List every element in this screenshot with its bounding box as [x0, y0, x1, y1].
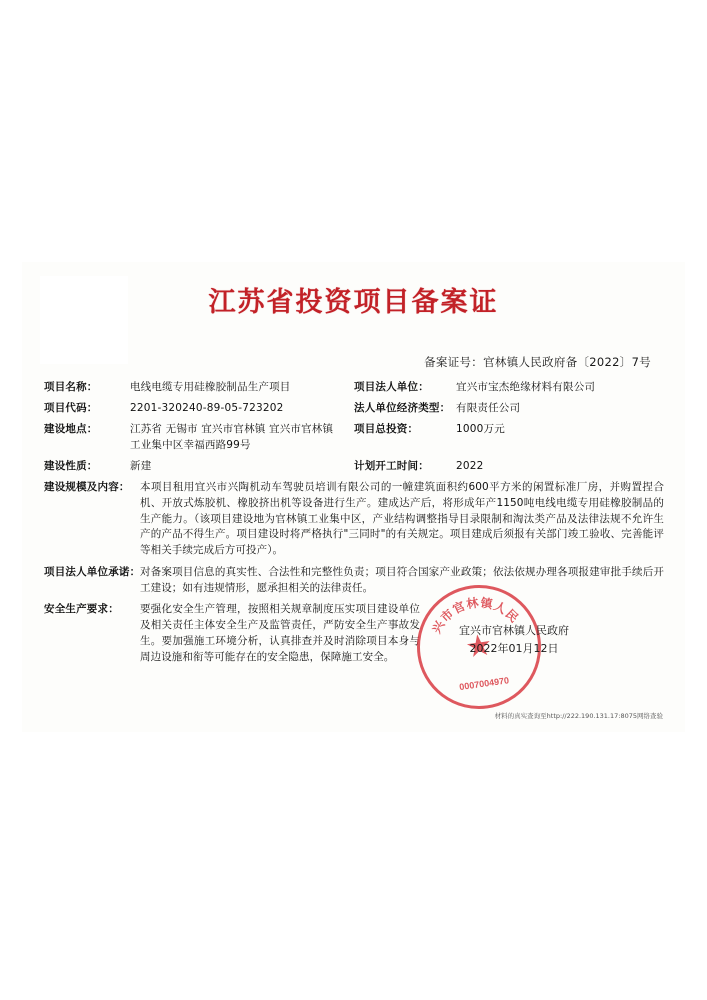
table-row — [44, 422, 664, 452]
site-value: 江苏省 无锡市 宜兴市官林镇 宜兴市官林镇工业集中区幸福西路99号 — [130, 423, 334, 451]
safety-label: 安全生产要求： — [44, 603, 119, 616]
star-icon: ★ — [463, 628, 495, 665]
issuer-name: 宜兴市官林镇人民政府 — [459, 624, 569, 637]
start-time-value: 2022 — [456, 459, 484, 472]
record-number — [424, 354, 651, 370]
verification-footnote: 材料的真实查询至http://222.190.131.17:8075网络查验 — [494, 712, 663, 720]
seal-number: 0007004970 — [458, 675, 510, 693]
project-code-value: 2201-320240-89-05-723202 — [130, 402, 284, 415]
table-row — [44, 380, 664, 395]
safety-value: 要强化安全生产管理，按照相关规章制度压实项目建设单位及相关责任主体安全生产及监管责任，严防安全生产事故发生。要加强施工环境分析，认真排查并及时消除项目本身与周边设施和衔等可能存在的安全隐患，保障施工安全。 — [140, 603, 420, 663]
table-row-commitment — [44, 565, 664, 597]
scale-value: 本项目租用宜兴市兴陶机动车驾驶员培训有限公司的一幢建筑面积约600平方米的闲置标准厂房，并购置捏合机、开放式炼胶机、橡胶挤出机等设备进行生产。建成达产后，将形成年产1150吨电线电缆专用硅橡胶制品的生产能力。（该项目建设地为官林镇工业集中区，产业结构调整指导目录限制和淘汰类产品及法律法规不允许生产的产品不得生产。项目建设时将严格执行"三同时"的有关规定。项目建成后须报有关部门竣工验收、完善能评等相关手续完成后方可投产）。 — [140, 481, 664, 557]
commitment-label: 项目法人单位承诺： — [44, 565, 141, 578]
project-code-label: 项目代码： — [44, 402, 98, 415]
issuer-block — [414, 622, 614, 657]
project-name-value: 电线电缆专用硅橡胶制品生产项目 — [130, 381, 291, 393]
economic-type-label: 法人单位经济类型： — [354, 402, 451, 415]
scale-label: 建设规模及内容： — [44, 481, 130, 494]
record-number-label: 备案证号： — [424, 355, 484, 369]
legal-entity-value: 宜兴市宝杰绝缘材料有限公司 — [456, 381, 596, 393]
site-label: 建设地点： — [44, 423, 98, 436]
certificate-card — [22, 262, 685, 732]
issuer-date: 2022年01月12日 — [469, 641, 559, 655]
legal-entity-label: 项目法人单位： — [354, 381, 429, 393]
table-row — [44, 401, 664, 416]
table-row-scale — [44, 480, 664, 559]
economic-type-value: 有限责任公司 — [456, 402, 521, 415]
svg-text:兴市官林镇人民: 兴市官林镇人民 — [429, 595, 522, 636]
nature-value: 新建 — [130, 459, 152, 472]
record-number-value: 官林镇人民政府备〔2022〕7号 — [483, 355, 651, 369]
start-time-label: 计划开工时间： — [354, 459, 429, 472]
total-investment-label: 项目总投资： — [354, 423, 419, 436]
project-name-label: 项目名称： — [44, 381, 98, 393]
commitment-value: 对备案项目信息的真实性、合法性和完整性负责；项目符合国家产业政策；依法依规办理各项报建审批手续后开工建设；如有违规情形，愿承担相关的法律责任。 — [140, 565, 664, 594]
total-investment-value: 1000万元 — [456, 423, 505, 436]
nature-label: 建设性质： — [44, 459, 98, 472]
page-title: 江苏省投资项目备案证 — [208, 287, 499, 318]
table-row — [44, 459, 664, 474]
